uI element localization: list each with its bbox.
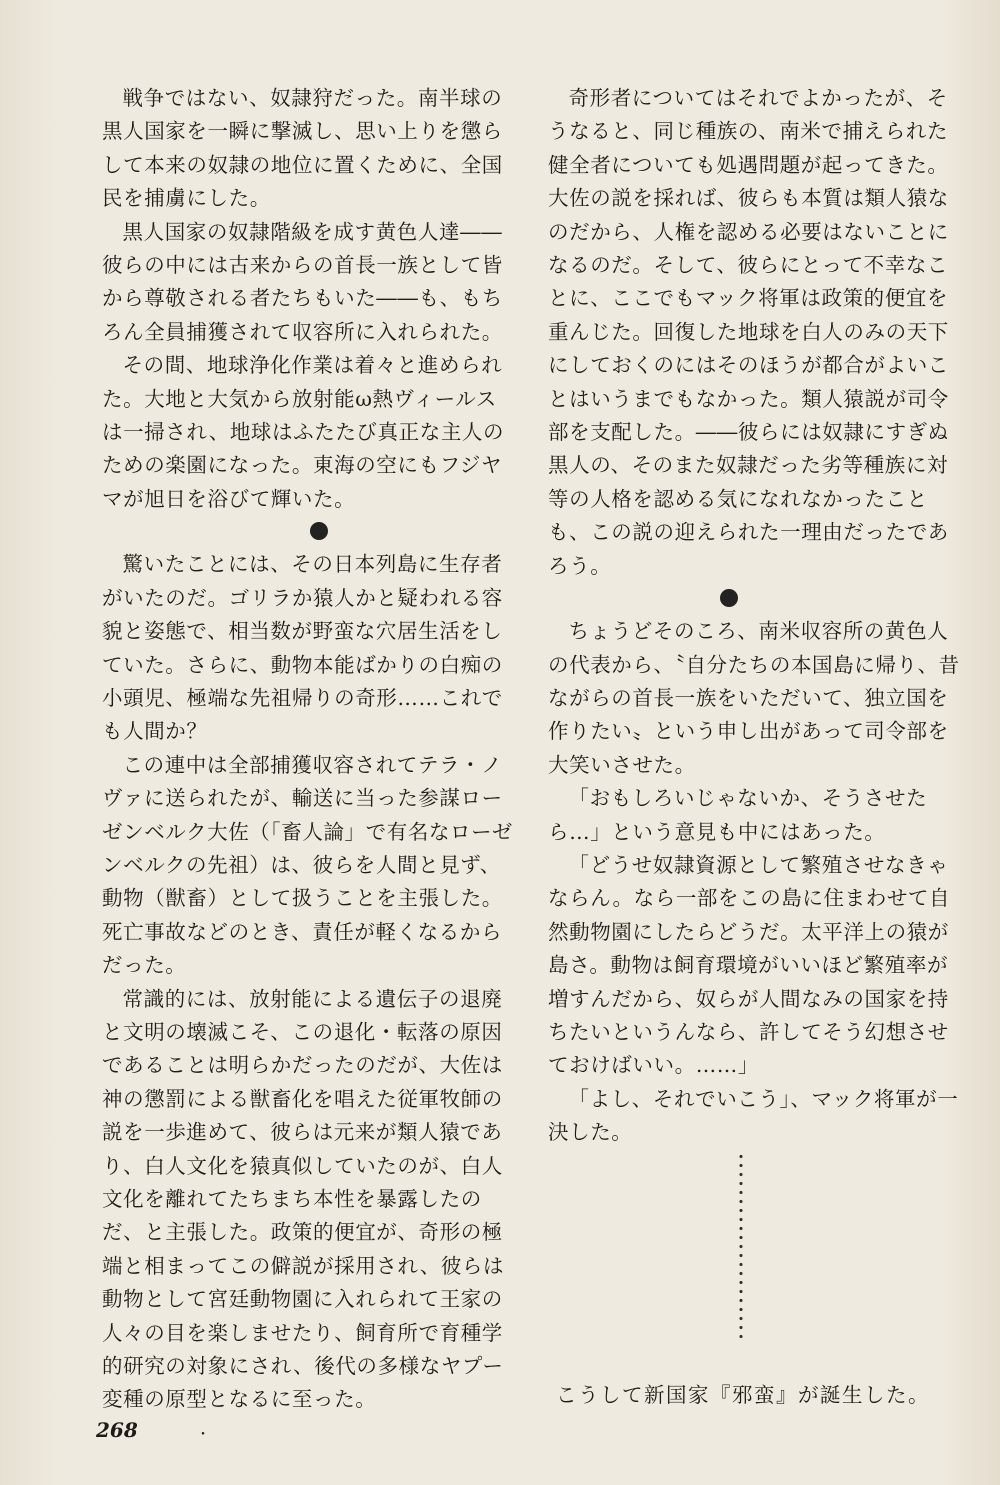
paragraph: 「おもしろいじゃないか、そうさせたら…」という意見も中にはあった。 xyxy=(548,786,928,844)
paragraph: 奇形者についてはそれでよかったが、そうなると、同じ種族の、南米で捕えられた健全者についても処遇問題が起ってきた。大佐の説を採れば、彼らも本質は類人猿なのだから、人権を認める必要はないことになるのだ。そして、彼らにとって不幸なことに、ここでもマック将軍は政策的便宜を重んじた。回復した地球を白人のみの天下にしておくのにはそのほうが都合がよいことはいうまでもなかった。類人猿説が司令部を支配した。――彼らには奴隷にすぎぬ黒人の、そのまた奴隷だった劣等種族に対等の人格を認める気になれなかったことも、この説の迎えられた一理由だったであろう。 xyxy=(548,86,949,578)
paragraph: 「よし、それでいこう」、マック将軍が一決した。 xyxy=(548,1086,959,1145)
section-break-bullet xyxy=(720,589,738,607)
paragraph: 戦争ではない、奴隷狩だった。南半球の黒人国家を一瞬に撃滅し、思い上りを懲らして本来の奴隷の地位に置くために、全国民を捕虜にした。 xyxy=(102,86,503,211)
footer-mark: ・ xyxy=(196,1427,210,1443)
paragraph: 驚いたことには、その日本列島に生存者がいたのだ。ゴリラか猿人かと疑われる容貌と姿態で、相当数が野蛮な穴居生活をしていた。さらに、動物本能ばかりの白痴の小頭児、極端な先祖帰りの奇形……これでも人間か？ xyxy=(102,552,503,744)
paragraph: 「どうせ奴隷資源として繁殖させなきゃならん。なら一部をこの島に住まわせて自然動物園にしたらどうだ。太平洋上の猿が島さ。動物は飼育環境がいいほど繁殖率が増すんだから、奴らが人間なみの国家を持ちたいというんなら、許してそう幻想させておけばいい。……」 xyxy=(548,852,951,1078)
paragraph: 常識的には、放射能による遺伝子の退廃と文明の壊滅こそ、この退化・転落の原因であることは明らかだったのだが、大佐は神の懲罰による獣畜化を唱えた従軍牧師の説を一歩進めて、彼らは元来が類人猿であり、白人文化を猿真似していたのが、白人文化を離れてたちまち本性を暴露したのだ、と主張した。政策的便宜が、奇形の極端と相まってこの僻説が採用され、彼らは動物として宮廷動物園に入れられて王家の人々の目を楽しませたり、飼育所で育種学的研究の対象にされ、後代の多様なヤプー変種の原型となるに至った。 xyxy=(102,986,505,1412)
closing-line: こうして新国家『邪蛮』が誕生した。 xyxy=(556,1383,930,1407)
page-number: 268 xyxy=(96,1418,138,1442)
paragraph: ちょうどそのころ、南米収容所の黄色人の代表から、〝自分たちの本国島に帰り、昔ながらの首長一族をいただいて、独立国を作りたい〟という申し出があって司令部を大笑いさせた。 xyxy=(548,619,960,777)
right-column xyxy=(548,82,960,1150)
dotted-divider xyxy=(738,1152,744,1342)
left-column xyxy=(102,82,514,1417)
section-break-bullet xyxy=(310,522,328,540)
paragraph: その間、地球浄化作業は着々と進められた。大地と大気から放射能ω熱ヴィールスは一掃され、地球はふたたび真正な主人のための楽園になった。東海の空にもフジヤマが旭日を浴びて輝いた。 xyxy=(102,353,505,511)
paragraph: この連中は全部捕獲収容されてテラ・ノヴァに送られたが、輸送に当った参謀ローゼンベルク大佐（「畜人論」で有名なローゼンベルクの先祖）は、彼らを人間と見ず、動物（獣畜）として扱うことを主張した。死亡事故などのとき、責任が軽くなるからだった。 xyxy=(102,752,513,978)
paragraph: 黒人国家の奴隷階級を成す黄色人達――彼らの中には古来からの首長一族として皆から尊敬される者たちもいた――も、もちろん全員捕獲されて収容所に入れられた。 xyxy=(102,219,503,344)
